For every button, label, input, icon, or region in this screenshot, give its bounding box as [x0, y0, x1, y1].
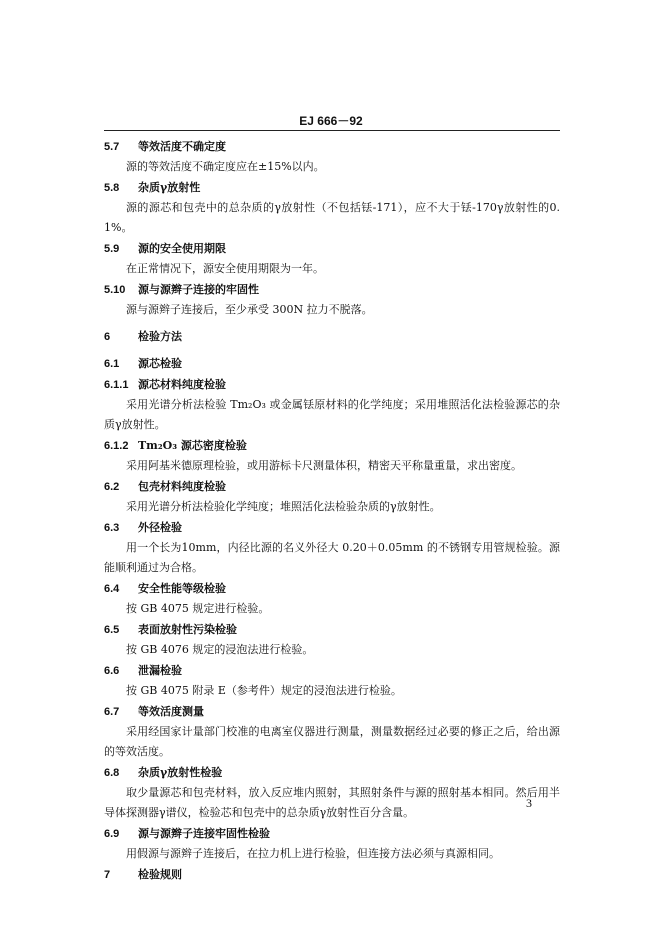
section: [104, 279, 560, 320]
section-number: 6.2: [104, 481, 120, 493]
section-heading: [104, 326, 560, 347]
section-heading: [104, 619, 560, 640]
section-paragraph: 源的源芯和包壳中的总杂质的γ放射性（不包括铥-171），应不大于铥-170γ放射性的0.1%。: [104, 201, 560, 234]
section-paragraph: 在正常情况下，源安全使用期限为一年。: [126, 262, 324, 275]
section-heading: [104, 762, 560, 783]
section-title: Tm₂O₃ 源芯密度检验: [138, 439, 247, 452]
section-title: 源与源辫子连接牢固性检验: [138, 827, 270, 840]
section: [104, 326, 560, 347]
section-heading: [104, 177, 560, 198]
section-paragraph: 用一个长为10mm，内径比源的名义外径大 0.20＋0.05mm 的不锈钢专用管规检验。源能顺利通过为合格。: [104, 541, 560, 574]
section-heading: [104, 136, 560, 157]
section: [104, 136, 560, 177]
section-number: 7: [104, 869, 111, 881]
section-title: 等效活度测量: [138, 705, 204, 718]
section-number: 6.7: [104, 706, 120, 718]
section: [104, 823, 560, 864]
section: [104, 660, 560, 701]
section-title: 表面放射性污染检验: [138, 623, 237, 636]
section-number: 6.1: [104, 358, 120, 370]
section-paragraph: 按 GB 4075 规定进行检验。: [126, 602, 270, 615]
section-title: 泄漏检验: [138, 664, 182, 677]
section-heading: [104, 578, 560, 599]
section: [104, 762, 560, 823]
section-title: 源的安全使用期限: [138, 242, 226, 255]
section-paragraph: 源的等效活度不确定度应在±15%以内。: [126, 160, 325, 173]
section-number: 5.7: [104, 141, 120, 153]
section-number: 6.3: [104, 522, 120, 534]
section-number: 6.1.1: [104, 379, 129, 391]
section-heading: [104, 660, 560, 681]
section-heading: [104, 517, 560, 538]
section-number: 6.9: [104, 828, 120, 840]
section-title: 源与源辫子连接的牢固性: [138, 283, 259, 296]
section-title: 源芯材料纯度检验: [138, 378, 226, 391]
section: [104, 177, 560, 238]
section-heading: [104, 435, 560, 456]
section-title: 安全性能等级检验: [138, 582, 226, 595]
section-title: 杂质γ放射性检验: [138, 766, 223, 779]
section-title: 源芯检验: [138, 357, 182, 370]
section-number: 6.1.2: [104, 440, 129, 452]
section: [104, 374, 560, 435]
standard-code: EJ 666－92: [299, 114, 363, 128]
section-heading: [104, 374, 560, 395]
section-number: 5.9: [104, 243, 120, 255]
section: [104, 238, 560, 279]
section-title: 包壳材料纯度检验: [138, 480, 226, 493]
section: [104, 353, 560, 374]
section-paragraph: 用假源与源辫子连接后，在拉力机上进行检验，但连接方法必须与真源相同。: [126, 847, 500, 860]
section-heading: [104, 238, 560, 259]
section-heading: [104, 279, 560, 300]
section-number: 6: [104, 331, 111, 343]
document-body: [104, 136, 560, 885]
section-title: 检验方法: [138, 330, 182, 343]
section: [104, 578, 560, 619]
section: [104, 864, 560, 885]
section-title: 等效活度不确定度: [138, 140, 226, 153]
section-paragraph: 采用光谱分析法检验化学纯度；堆照活化法检验杂质的γ放射性。: [126, 500, 441, 513]
page-number: 3: [526, 796, 532, 810]
section: [104, 476, 560, 517]
section: [104, 619, 560, 660]
section-paragraph: 采用经国家计量部门校准的电离室仪器进行测量，测量数据经过必要的修正之后，给出源的等效活度。: [104, 725, 560, 758]
section-title: 检验规则: [138, 868, 182, 881]
section-paragraph: 采用阿基米德原理检验，或用游标卡尺测量体积，精密天平称量重量，求出密度。: [126, 459, 522, 472]
section-paragraph: 源与源辫子连接后，至少承受 300N 拉力不脱落。: [126, 303, 373, 316]
section-paragraph: 按 GB 4075 附录 E（参考件）规定的浸泡法进行检验。: [126, 684, 402, 697]
section-paragraph: 采用光谱分析法检验 Tm₂O₃ 或金属铥原材料的化学纯度；采用堆照活化法检验源芯的杂质γ放射性。: [104, 398, 560, 431]
section-title: 杂质γ放射性: [138, 181, 201, 194]
section: [104, 517, 560, 578]
section-heading: [104, 864, 560, 885]
section-number: 6.8: [104, 767, 120, 779]
section-number: 5.8: [104, 182, 120, 194]
section: [104, 701, 560, 762]
section-paragraph: 取少量源芯和包壳材料，放入反应堆内照射，其照射条件与源的照射基本相同。然后用半导体探测器γ谱仪，检验芯和包壳中的总杂质γ放射性百分含量。: [104, 786, 560, 819]
section-number: 6.4: [104, 583, 120, 595]
section-heading: [104, 476, 560, 497]
header-rule: [104, 130, 560, 131]
section-heading: [104, 353, 560, 374]
section-heading: [104, 701, 560, 722]
section-heading: [104, 823, 560, 844]
section-number: 5.10: [104, 284, 126, 296]
section: [104, 435, 560, 476]
section-number: 6.6: [104, 665, 120, 677]
section-number: 6.5: [104, 624, 120, 636]
section-title: 外径检验: [138, 521, 182, 534]
section-paragraph: 按 GB 4076 规定的浸泡法进行检验。: [126, 643, 314, 656]
